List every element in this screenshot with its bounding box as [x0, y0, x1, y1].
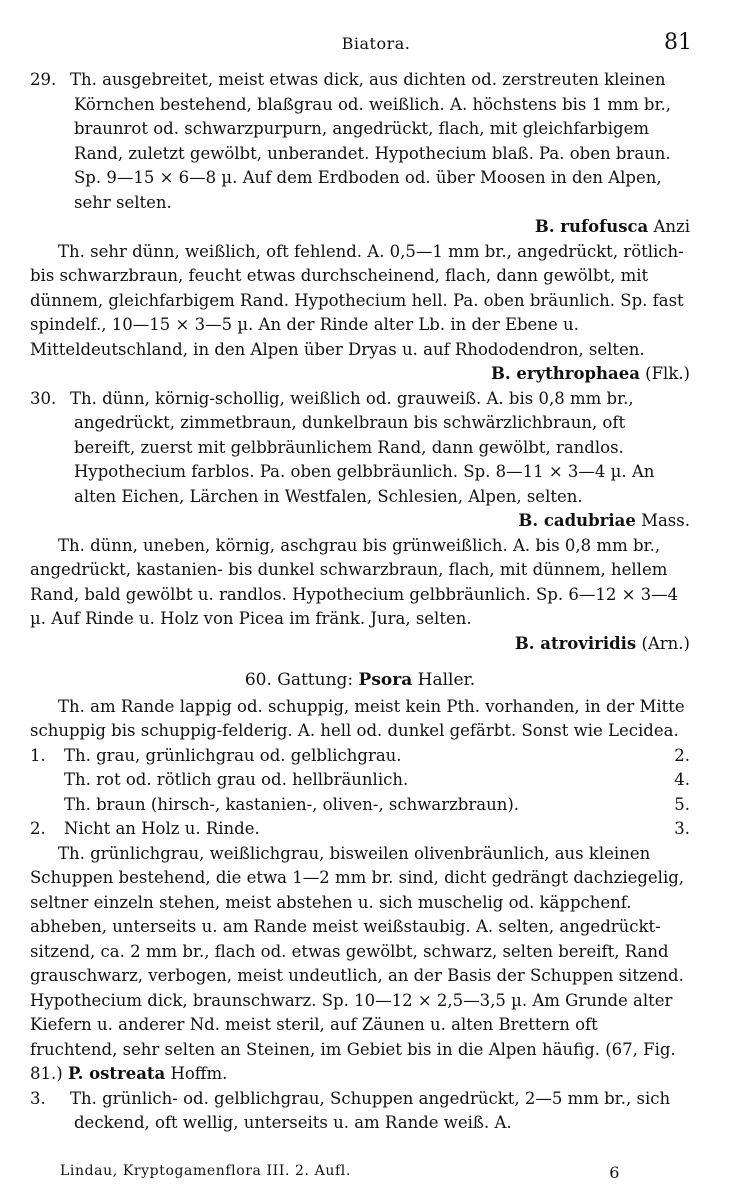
- entry-number: 30.: [30, 388, 57, 408]
- entry-number: 29.: [30, 70, 57, 89]
- key-number: 1.: [30, 745, 46, 765]
- species-author: (Arn.): [641, 633, 690, 653]
- species-name: [30, 632, 690, 657]
- species-description: [30, 842, 690, 1087]
- key-text: Th. braun (hirsch-, kastanien-, oliven-, schwarzbraun).: [64, 794, 520, 814]
- species-binomial: B. atroviridis: [514, 633, 637, 653]
- page-header: [60, 30, 692, 60]
- species-binomial: B. rufofusca: [534, 217, 649, 236]
- key-reference: 2.: [674, 745, 690, 765]
- genus-prefix: 60. Gattung:: [244, 670, 354, 690]
- species-binomial: P. ostreata: [67, 1064, 166, 1083]
- species-description: Th. sehr dünn, weißlich, oft fehlend. A. 0,5—1 mm br., angedrückt, rötlich- bis schwarzbraun, feucht etwas durchscheinend, flach, dann gewölbt, mit dünnem, gleichfarbigem Rand. Hypothecium hell. Pa. oben bräunlich. Sp. fast spindelf., 10—15 × 3—5 µ. An der Rinde alter Lb. in der Ebene u. Mitteldeutschland, in den Alpen über Dryas u. auf Rhododendron, selten.: [30, 241, 684, 359]
- genus-name: Psora: [358, 670, 413, 690]
- species-author: Mass.: [641, 511, 690, 530]
- genus-heading: [30, 668, 690, 693]
- entry-number: 3.: [30, 1088, 46, 1108]
- key-row: [30, 817, 690, 842]
- page-number: 81: [664, 30, 692, 55]
- species-name: [30, 509, 690, 534]
- key-reference: 4.: [674, 770, 690, 789]
- signature-mark: 6: [609, 1163, 620, 1182]
- species-name: [30, 362, 690, 387]
- species-name: [30, 215, 690, 240]
- genus-description: Th. am Rande lappig od. schuppig, meist kein Pth. vorhanden, in der Mitte schuppig bis schuppig-felderig. A. hell od. dunkel gefärbt. Sonst wie Lecidea.: [30, 696, 685, 740]
- description-text: Th. grünlichgrau, weißlichgrau, bisweilen olivenbräunlich, aus kleinen Schuppen bestehend, die etwa 1—2 mm br. sind, dicht gedrängt dachziegelig, seltner einzeln stehen, meist abstehen u. sich muschelig od. käppchenf. abheben, unterseits u. am Rande meist weißstaubig. A. selten, angedrückt-sitzend, ca. 2 mm br., flach od. etwas gewölbt, schwarz, selten bereift, Rand grauschwarz, verbogen, meist undeutlich, an der Basis der Schuppen sitzend. Hypothecium dick, braunschwarz. Sp. 10—12 × 2,5—3,5 µ. Am Grunde alter Kiefern u. anderer Nd. meist steril, auf Zäunen u. alten Brettern oft fruchtend, sehr selten an Steinen, im Gebiet bis in die Alpen häufig. (67, Fig. 81.): [30, 843, 685, 1083]
- key-entry-3: [30, 1087, 690, 1136]
- species-author: Hoffm.: [170, 1064, 228, 1083]
- species-author: Anzi: [653, 217, 690, 236]
- key-text: Th. grau, grünlichgrau od. gelblichgrau.: [64, 745, 402, 765]
- species-description: Th. dünn, uneben, körnig, aschgrau bis grünweißlich. A. bis 0,8 mm br., angedrückt, kastanien- bis dunkel schwarzbraun, flach, mit dünnem, hellem Rand, bald gewölbt u. randlos. Hypothecium gelbbräunlich. Sp. 6—12 × 3—4 µ. Auf Rinde u. Holz von Picea im fränk. Jura, selten.: [30, 535, 679, 628]
- entry-text: Th. ausgebreitet, meist etwas dick, aus dichten od. zerstreuten kleinen Körnchen bestehend, blaßgrau od. weißlich. A. höchstens bis 1 mm br., braunrot od. schwarzpurpurn, angedrückt, flach, mit gleichfarbigem Rand, zuletzt gewölbt, unberandet. Hypothecium blaß. Pa. oben braun. Sp. 9—15 × 6—8 µ. Auf dem Erdboden od. über Moosen in den Alpen, sehr selten.: [70, 70, 672, 212]
- key-row: [30, 744, 690, 769]
- entry-text: Th. dünn, körnig-schollig, weißlich od. grauweiß. A. bis 0,8 mm br., angedrückt, zimmetbraun, dunkelbraun bis schwärzlichbraun, oft bereift, zuerst mit gelbbräunlichem Rand, dann gewölbt, randlos. Hypothecium farblos. Pa. oben gelbbräunlich. Sp. 8—11 × 3—4 µ. An alten Eichen, Lärchen in Westfalen, Schlesien, Alpen, selten.: [70, 388, 655, 506]
- running-head: Biatora.: [341, 34, 411, 53]
- key-entry-30: [30, 387, 690, 510]
- page-body: [30, 68, 690, 1136]
- key-row: [30, 793, 690, 818]
- key-entry-29: [30, 68, 690, 215]
- species-author: (Flk.): [645, 364, 690, 383]
- species-binomial: B. erythrophaea: [490, 364, 640, 383]
- key-reference: 5.: [674, 794, 690, 814]
- key-row: [30, 768, 690, 793]
- entry-text: Th. grünlich- od. gelblichgrau, Schuppen angedrückt, 2—5 mm br., sich deckend, oft wellig, unterseits u. am Rande weiß. A.: [70, 1088, 671, 1132]
- page-footer: [60, 1163, 620, 1182]
- key-text: Th. rot od. rötlich grau od. hellbräunlich.: [64, 770, 409, 789]
- species-binomial: B. cadubriae: [518, 511, 636, 530]
- footer-text: Lindau, Kryptogamenflora III. 2. Aufl.: [60, 1163, 351, 1179]
- genus-author: Haller.: [417, 670, 476, 690]
- key-reference: 3.: [674, 819, 690, 838]
- key-text: Nicht an Holz u. Rinde.: [64, 819, 260, 838]
- key-number: 2.: [30, 819, 46, 838]
